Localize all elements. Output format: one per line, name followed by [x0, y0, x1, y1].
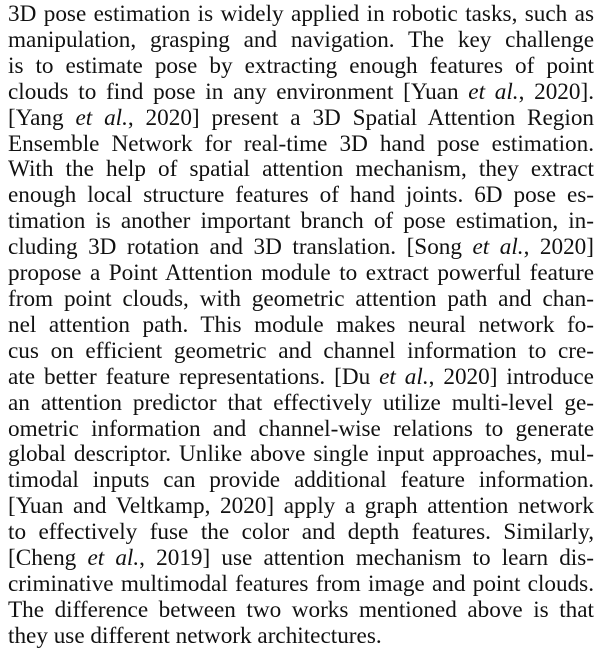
text-line: enough local structure features of hand joints. 6D pose es-	[8, 182, 594, 209]
text-line: criminative multimodal features from image and point clouds.	[8, 570, 594, 597]
text-line: The difference between two works mentioned above is that	[8, 596, 594, 623]
text-line: from point clouds, with geometric attention path and chan-	[8, 285, 594, 312]
text-line: [Yang et al., 2020] present a 3D Spatial Attention Region	[8, 104, 595, 131]
text-line: cluding 3D rotation and 3D translation. [Song et al., 2020]	[8, 234, 594, 261]
text-line: 3D pose estimation is widely applied in robotic tasks, such as	[8, 1, 594, 27]
text-line: Ensemble Network for real-time 3D hand pose estimation.	[8, 130, 594, 157]
text-line: they use different network architectures.	[8, 622, 382, 649]
text-line: [Yuan and Veltkamp, 2020] apply a graph attention network	[8, 493, 594, 520]
body-paragraph	[8, 2, 594, 650]
text-line: ate better feature representations. [Du et al., 2020] introduce	[8, 363, 594, 390]
text-line: [Cheng et al., 2019] use attention mechanism to learn dis-	[8, 545, 594, 572]
text-line: global descriptor. Unlike above single input approaches, mul-	[8, 441, 594, 468]
text-line: With the help of spatial attention mechanism, they extract	[8, 156, 594, 183]
text-line: nel attention path. This module makes neural network fo-	[8, 311, 594, 338]
text-line: to effectively fuse the color and depth features. Similarly,	[8, 519, 594, 546]
text-line: timation is another important branch of pose estimation, in-	[8, 208, 594, 235]
text-line: is to estimate pose by extracting enough features of point	[8, 52, 594, 79]
text-line: manipulation, grasping and navigation. The key challenge	[8, 26, 594, 53]
text-line: propose a Point Attention module to extract powerful feature	[8, 260, 594, 287]
text-line: clouds to find pose in any environment [Yuan et al., 2020].	[8, 78, 594, 105]
text-line: an attention predictor that effectively utilize multi-level ge-	[8, 389, 594, 416]
text-line: ometric information and channel-wise relations to generate	[8, 415, 594, 442]
text-line: cus on efficient geometric and channel information to cre-	[8, 337, 594, 364]
text-line: timodal inputs can provide additional feature information.	[8, 467, 594, 494]
